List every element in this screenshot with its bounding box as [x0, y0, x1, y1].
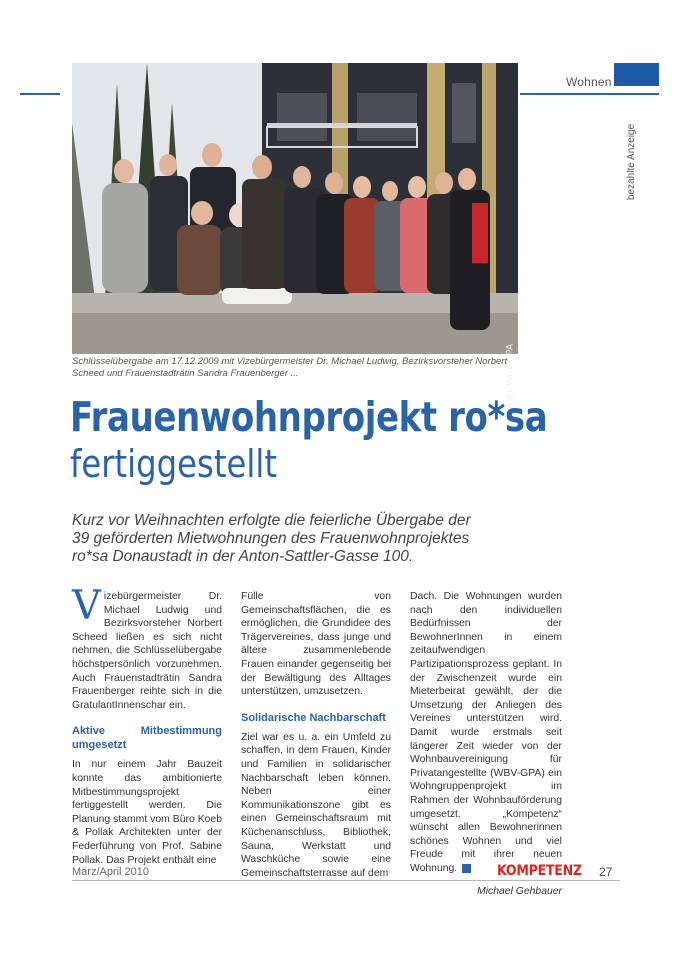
subheading-mitbestimmung: Aktive Mitbestimmung umgesetzt	[72, 725, 222, 752]
article-column-3	[410, 590, 562, 899]
magazine-logo: KOMPETENZ	[497, 863, 582, 879]
article-headline: Frauenwohnprojekt ro*sa	[70, 393, 548, 441]
header-rule-left	[20, 93, 60, 95]
paid-ad-note: bezahlte Anzeige	[626, 123, 637, 200]
photo-credit: Foto: WBV-GPA	[504, 344, 514, 409]
paragraph: In nur einem Jahr Bauzeit konnte das ambitionierte Mitbestimmungsprojekt fertiggestellt werden. Die Planung stammt vom Büro Koeb & Pollak Architekten unter der Federführung von Prof. Sabine Pollak. Das Projekt enthält eine	[72, 759, 222, 866]
article-subheadline: fertiggestellt	[70, 442, 278, 486]
article-column-2	[241, 590, 391, 880]
paragraph: Ziel war es u. a. ein Umfeld zu schaffen, in dem Frauen, Kinder und Familien in solidarischer Nachbarschaft leben können. Neben einer Kommunikationszone gibt es einen Gemeinschaftsraum mit Küchenanschluss, Bibliothek, Sauna, Werkstatt und Waschküche sowie eine Gemeinschaftsterrasse auf dem	[241, 731, 391, 879]
section-label: Wohnen	[566, 75, 612, 89]
header-rule-right	[520, 93, 659, 95]
section-marker	[614, 63, 659, 86]
group-photo-illustration	[72, 63, 518, 354]
author: Michael Gehbauer	[477, 886, 562, 898]
end-mark-icon	[462, 864, 471, 873]
photo-caption: Schlüsselübergabe am 17.12.2009 mit Vizebürgermeister Dr. Michael Ludwig, Bezirksvorsteher Norbert Scheed und Frauenstadträtin Sandra Frauenberger ...	[72, 356, 508, 379]
dropcap: V	[72, 583, 101, 629]
article-lead: Kurz vor Weihnachten erfolgte die feierliche Übergabe der 39 geförderten Mietwohnungen des Frauenwohnprojektes ro*sa Donaustadt in der Anton-Sattler-Gasse 100.	[72, 512, 471, 565]
paragraph-text: izebürgermeister Dr. Michael Ludwig und Bezirksvorsteher Norbert Scheed ließen es sich nicht nehmen, die Schlüsselübergabe höchstpersönlich vorzunehmen. Auch Frauenstadträtin Sandra Frauenberger reihte sich in die GratulantInnenschar ein.	[72, 591, 222, 711]
subheading-nachbarschaft: Solidarische Nachbarschaft	[241, 711, 386, 724]
paragraph: Fülle von Gemeinschaftsflächen, die es ermöglichen, die Grundidee des Trägervereines, dass junge und ältere zusammenlebende Frauen einander gegenseitig bei der Bewältigung des Alltages unterstützen, umzusetzen.	[241, 591, 391, 698]
paragraph	[72, 583, 222, 712]
article-column-1	[72, 583, 222, 867]
paragraph	[410, 590, 562, 875]
issue-date: März/April 2010	[72, 866, 150, 878]
paragraph-text: Dach. Die Wohnungen wurden nach den individuellen Bedürfnissen der BewohnerInnen in einem zeitaufwendigen Partizipationsprozess geplant. In der Zwischenzeit wurde ein Mieterbeirat gewählt, der die Umsetzung der Anliegen des Vereines unterstützen wird. Damit wurde erstmals seit längerer Zeit wieder von der Wohnbauvereinigung für Privatangestellte (WBV-GPA) ein Wohngruppenprojekt im Rahmen der Wohnbauförderung umgesetzt. „Kompetenz“ wünscht allen Bewohnerinnen schönes Wohnen und viel Freude mit ihrer neuen Wohnung.	[410, 591, 562, 874]
page-number: 27	[599, 865, 613, 879]
footer-rule	[72, 880, 620, 881]
